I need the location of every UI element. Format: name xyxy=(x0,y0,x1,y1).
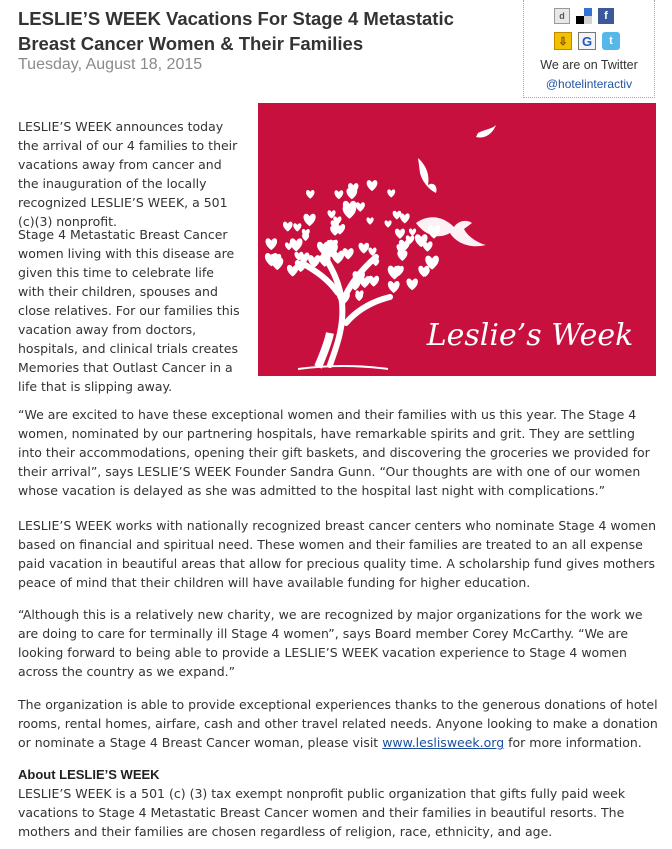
twitter-icon[interactable]: t xyxy=(602,32,620,50)
download-icon[interactable]: ⇩ xyxy=(554,32,572,50)
twitter-handle-link[interactable]: @hotelinteractiv xyxy=(545,77,633,91)
heart-leaf xyxy=(343,248,354,259)
paragraph-5: “Although this is a relatively new charity, we are recognized by major organizations for the work we are doing to care for terminally ill Stage 4 women”, says Board member Corey McCarthy. “We are looking forward to being able to provide a LESLIE’S WEEK vacation experience to Stage 4 women across the country as we expand.” xyxy=(18,607,643,679)
google-icon[interactable]: G xyxy=(578,32,596,50)
heart-leaf xyxy=(356,202,365,212)
heart-leaf xyxy=(366,217,373,224)
heart-leaf xyxy=(367,180,378,191)
heart-leaf xyxy=(293,223,301,231)
paragraph-6 xyxy=(18,695,658,752)
paragraph-6-text-end: for more information. xyxy=(504,735,642,750)
heart-leaf xyxy=(406,278,417,290)
heart-leaf xyxy=(388,281,400,293)
paragraph-3: “We are excited to have these exceptional women and their families with us this year. The Stage 4 women, nominated by our partnering hospitals, have remarkable spirits and grit. They are settling into their accommodations, opening their gift baskets, and discovering the groceries we provided for their arrival”, says LESLIE’S WEEK Founder Sandra Gunn. “Our thoughts are with one of our women whose vacation is delayed as she was admitted to the hospital last night with complications.” xyxy=(18,407,650,498)
article-date: Tuesday, August 18, 2015 xyxy=(18,56,203,73)
heart-leaf xyxy=(359,243,370,254)
share-icons-row-1 xyxy=(554,8,614,24)
about-paragraph: LESLIE’S WEEK is a 501 (c) (3) tax exempt nonprofit public organization that gifts fully paid week vacations to Stage 4 Metastatic Breast Cancer women and their families in beautiful resorts. The mothers and their families are chosen regardless of religion, race, ethnicity, and age. xyxy=(18,786,626,839)
heart-leaf xyxy=(290,238,303,251)
heart-leaf xyxy=(306,190,315,199)
heart-leaf xyxy=(387,189,395,197)
digg-icon[interactable]: d xyxy=(554,8,570,24)
heart-leaf xyxy=(283,222,293,232)
share-icons-row-2 xyxy=(554,32,620,50)
heart-leaf xyxy=(393,211,402,220)
paragraph-4: LESLIE’S WEEK works with nationally recognized breast cancer centers who nominate Stage 4 women based on financial and spiritual need. These women and their families are treated to an all expense paid vacation in beautiful areas that allow for precious quality time. A scholarship fund gives mothers peace of mind that their children will have available funding for higher education. xyxy=(18,518,657,590)
paragraph-1: LESLIE’S WEEK announces today the arrival of our 4 families to their vacations away from cancer and the inauguration of the locally recognized LESLIE’S WEEK, a 501 (c)(3) nonprofit. xyxy=(18,119,238,229)
facebook-icon[interactable]: f xyxy=(598,8,614,24)
heart-leaf xyxy=(304,214,316,226)
tree-illustration xyxy=(258,103,656,376)
paragraph-2: Stage 4 Metastatic Breast Cancer women living with this disease are given this time to celebrate life with their children, spouses and close relatives. For our families this vacation away from doctors, hospitals, and clinical trials creates Memories that Outlast Cancer in a life that is slipping away. xyxy=(18,227,240,394)
article-title: LESLIE’S WEEK Vacations For Stage 4 Metastatic Breast Cancer Women & Their Families xyxy=(18,8,454,54)
heart-leaf xyxy=(266,238,278,250)
paragraph-6-text: The organization is able to provide exceptional experiences thanks to the generous donations of hotel rooms, rental homes, airfare, cash and other travel related needs. Anyone looking to make a donation or nominate a Stage 4 Breast Cancer woman, please visit xyxy=(18,697,658,750)
heart-leaf xyxy=(385,220,392,227)
heart-leaf xyxy=(395,229,405,239)
twitter-label: We are on Twitter xyxy=(540,58,638,72)
hero-logo-text: Leslie’s Week xyxy=(426,318,634,353)
heart-leaf xyxy=(409,229,416,236)
heart-leaf xyxy=(334,190,343,199)
heart-leaf xyxy=(400,213,410,223)
leslies-week-website-link[interactable]: www.leslisweek.org xyxy=(382,735,505,750)
share-box xyxy=(523,0,655,98)
delicious-icon[interactable] xyxy=(576,8,592,24)
leslies-week-hero-image xyxy=(258,103,656,376)
about-heading: About LESLIE’S WEEK xyxy=(18,767,160,782)
